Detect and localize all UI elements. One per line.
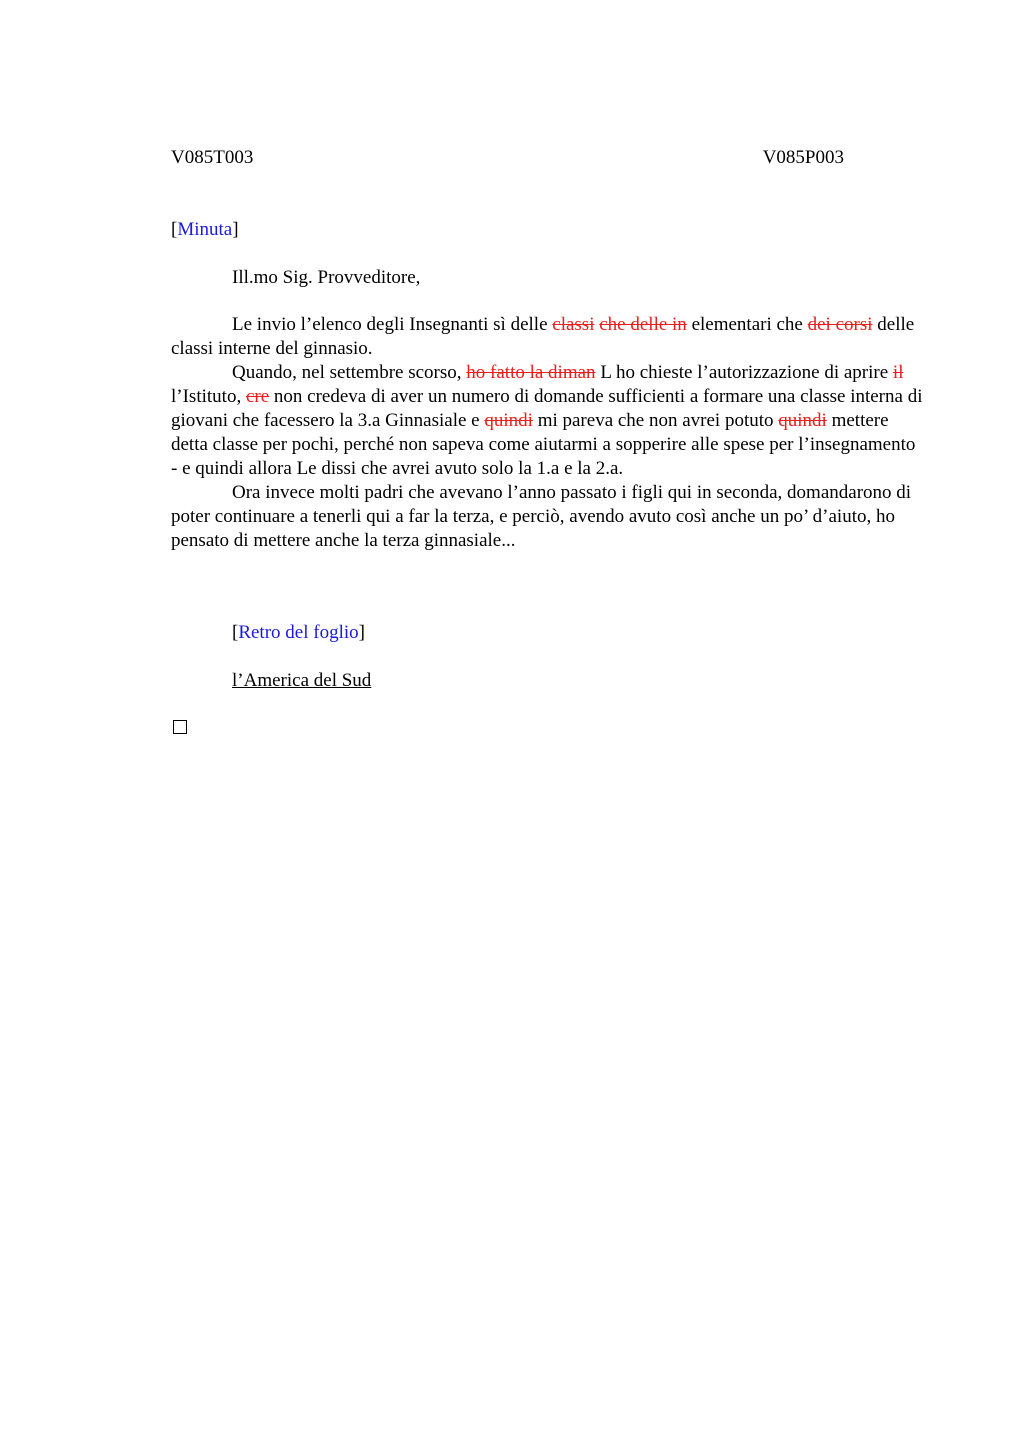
right-code: V085P003 [762, 147, 844, 168]
deleted-text: cre [245, 386, 270, 407]
text-run: Le invio l’elenco degli Insegnanti sì delle [232, 314, 553, 335]
text-run: l’Istituto, [171, 386, 246, 407]
letter-body [171, 313, 923, 553]
text-run: mettere detta classe per pochi, perché non sapeva come aiutarmi a sopperire alle spese per l’insegnamento - e quindi allora Le dissi che avrei avuto solo la 1.a e la 2.a. [171, 410, 916, 479]
empty-box-icon [173, 720, 187, 734]
left-code: V085T003 [171, 147, 254, 168]
minuta-label [171, 218, 239, 242]
bracket-open: [ [232, 622, 239, 643]
bracket-open: [ [171, 219, 178, 240]
paragraph-3: Ora invece molti padri che avevano l’anno passato i figli qui in seconda, domandarono di poter continuare a tenerli qui a far la terza, e perciò, avendo avuto così anche un po’ d’aiuto, ho pensato di mettere anche la terza ginnasiale... [171, 482, 912, 551]
text-run: mi pareva che non avrei potuto [532, 410, 779, 431]
bracket-close: ] [358, 622, 365, 643]
verso-text: l’America del Sud [232, 670, 372, 691]
bracket-close: ] [232, 219, 239, 240]
deleted-text: quindi [778, 410, 827, 431]
text-run: Quando, nel settembre scorso, [232, 362, 467, 383]
verso-label [232, 621, 365, 645]
text-run: elementari che [686, 314, 808, 335]
deleted-text: classi [552, 314, 595, 335]
verso-label-text: Retro del foglio [238, 622, 359, 643]
header-codes [171, 146, 844, 170]
text-run: L ho chieste l’autorizzazione di aprire [595, 362, 893, 383]
paragraph-2 [171, 361, 923, 481]
salutation: Ill.mo Sig. Provveditore, [232, 267, 421, 288]
minuta-text: Minuta [177, 219, 233, 240]
deleted-text: il [892, 362, 904, 383]
deleted-text: dei corsi [807, 314, 873, 335]
deleted-text: ho fatto la diman [466, 362, 596, 383]
paragraph-1 [171, 313, 923, 361]
text-run: delle classi interne del ginnasio. [171, 314, 915, 359]
text-run: non credeva di aver un numero di domande sufficienti a formare una classe interna di giovani che facessero la 3.a Ginnasiale e [171, 386, 923, 431]
deleted-text: che delle in [599, 314, 687, 335]
deleted-text: quindi [484, 410, 533, 431]
